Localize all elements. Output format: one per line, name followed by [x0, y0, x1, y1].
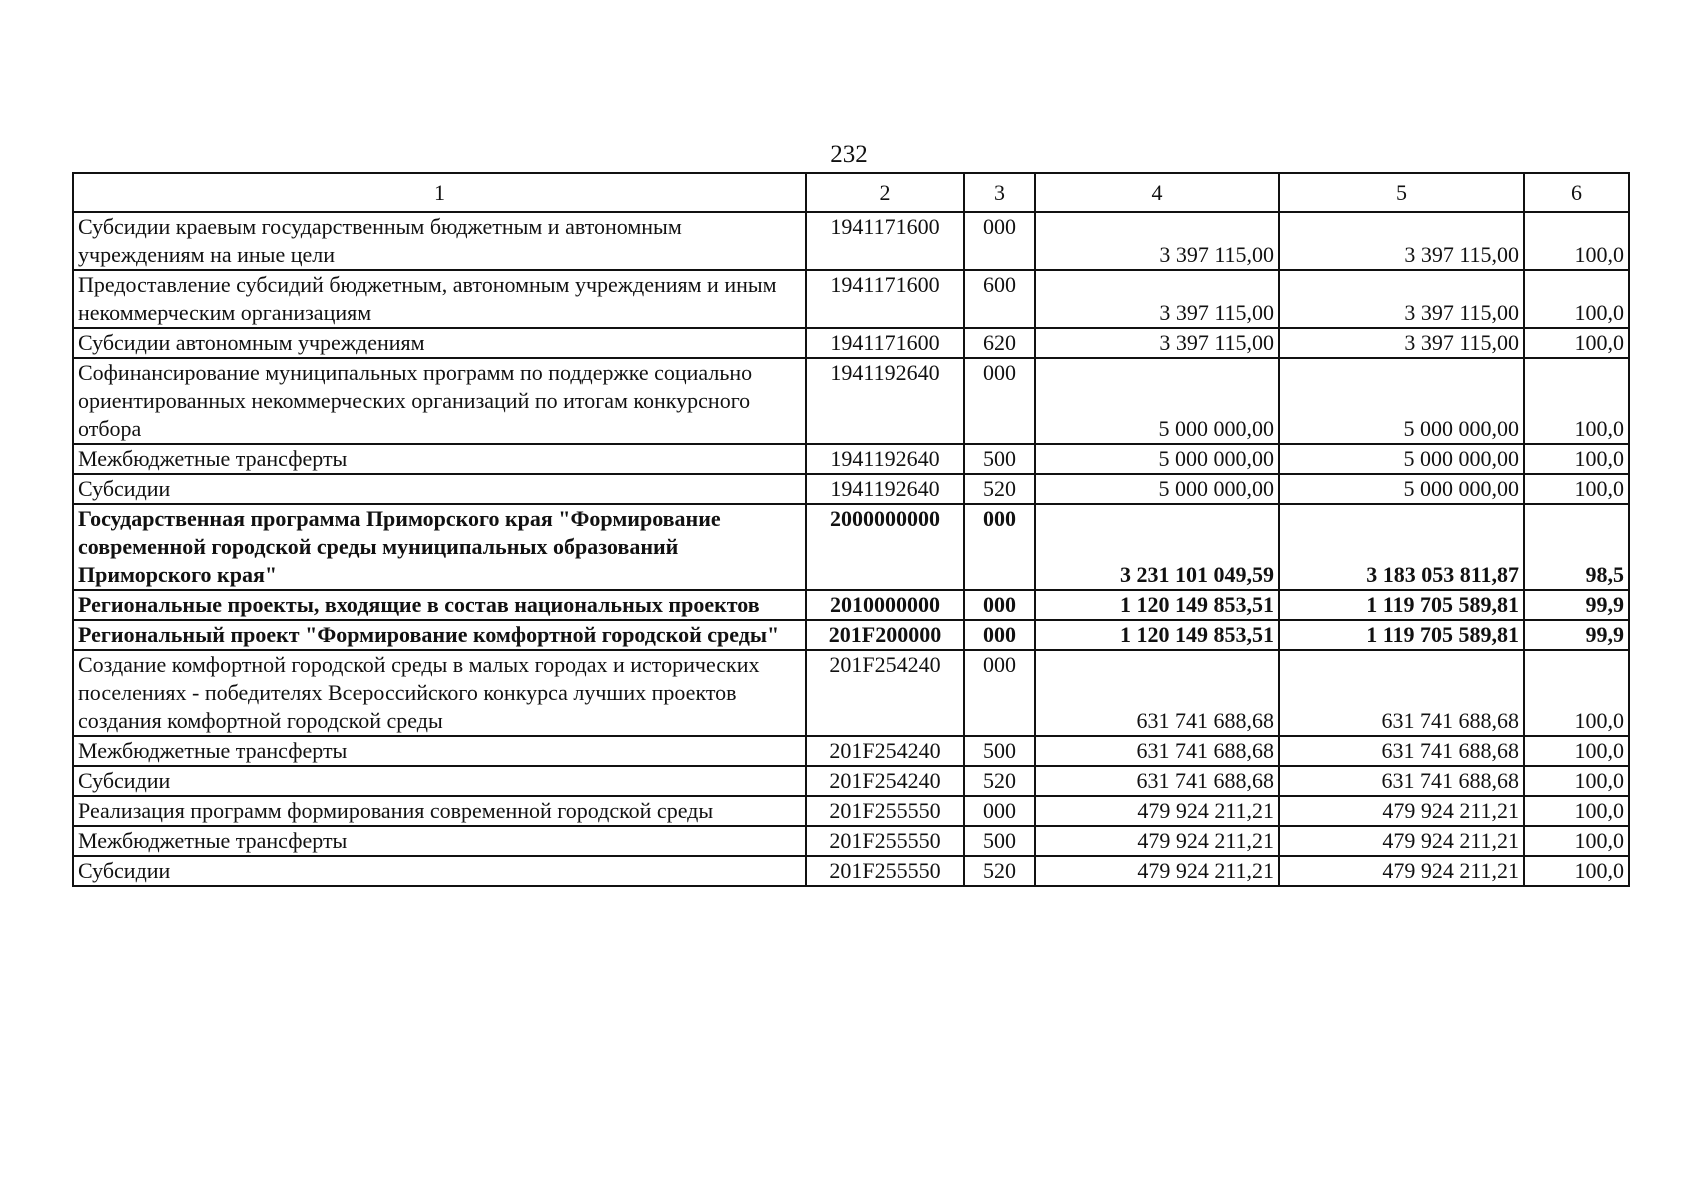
row-name-cell: Государственная программа Приморского края "Формирование современной городской среды муниципальных образований Приморского края": [73, 504, 806, 590]
row-percent-cell: 100,0: [1524, 650, 1629, 736]
row-name-cell: Субсидии: [73, 474, 806, 504]
row-name-cell: Субсидии: [73, 856, 806, 886]
row-type-cell: 500: [964, 736, 1035, 766]
row-type-cell: 000: [964, 650, 1035, 736]
row-fact-cell: 631 741 688,68: [1279, 766, 1524, 796]
column-header-6: 6: [1524, 173, 1629, 212]
row-plan-cell: 631 741 688,68: [1035, 766, 1279, 796]
row-type-cell: 000: [964, 212, 1035, 270]
row-percent-cell: 100,0: [1524, 856, 1629, 886]
table-row: [73, 328, 1629, 358]
row-percent-cell: 100,0: [1524, 796, 1629, 826]
row-code-cell: 201F200000: [806, 620, 964, 650]
row-fact-cell: 1 119 705 589,81: [1279, 590, 1524, 620]
table-row: [73, 444, 1629, 474]
row-code-cell: 1941171600: [806, 270, 964, 328]
row-name-cell: Реализация программ формирования современной городской среды: [73, 796, 806, 826]
row-type-cell: 000: [964, 504, 1035, 590]
row-code-cell: 201F254240: [806, 650, 964, 736]
table-body: [73, 173, 1629, 886]
row-type-cell: 520: [964, 766, 1035, 796]
row-fact-cell: 479 924 211,21: [1279, 796, 1524, 826]
row-fact-cell: 479 924 211,21: [1279, 856, 1524, 886]
row-name-cell: Региональный проект "Формирование комфортной городской среды": [73, 620, 806, 650]
row-plan-cell: 3 231 101 049,59: [1035, 504, 1279, 590]
row-plan-cell: 3 397 115,00: [1035, 270, 1279, 328]
table-row: [73, 856, 1629, 886]
row-plan-cell: 3 397 115,00: [1035, 328, 1279, 358]
table-row: [73, 826, 1629, 856]
row-percent-cell: 100,0: [1524, 444, 1629, 474]
row-fact-cell: 5 000 000,00: [1279, 474, 1524, 504]
row-fact-cell: 3 397 115,00: [1279, 328, 1524, 358]
table-row: [73, 650, 1629, 736]
row-percent-cell: 100,0: [1524, 212, 1629, 270]
row-percent-cell: 99,9: [1524, 620, 1629, 650]
page-number: 232: [830, 141, 868, 168]
row-type-cell: 600: [964, 270, 1035, 328]
row-name-cell: Межбюджетные трансферты: [73, 444, 806, 474]
row-plan-cell: 5 000 000,00: [1035, 358, 1279, 444]
row-name-cell: Межбюджетные трансферты: [73, 736, 806, 766]
budget-table: [72, 172, 1630, 887]
table-row: [73, 270, 1629, 328]
row-plan-cell: 1 120 149 853,51: [1035, 590, 1279, 620]
table-row: [73, 590, 1629, 620]
table-row: [73, 474, 1629, 504]
row-plan-cell: 5 000 000,00: [1035, 444, 1279, 474]
row-code-cell: 201F254240: [806, 766, 964, 796]
row-percent-cell: 100,0: [1524, 270, 1629, 328]
table-row: [73, 766, 1629, 796]
row-type-cell: 520: [964, 856, 1035, 886]
row-code-cell: 1941192640: [806, 474, 964, 504]
row-fact-cell: 631 741 688,68: [1279, 736, 1524, 766]
row-type-cell: 500: [964, 444, 1035, 474]
row-percent-cell: 98,5: [1524, 504, 1629, 590]
table-row: [73, 358, 1629, 444]
row-plan-cell: 479 924 211,21: [1035, 796, 1279, 826]
row-percent-cell: 100,0: [1524, 826, 1629, 856]
row-plan-cell: 479 924 211,21: [1035, 826, 1279, 856]
row-code-cell: 201F255550: [806, 826, 964, 856]
row-code-cell: 201F255550: [806, 796, 964, 826]
row-name-cell: Предоставление субсидий бюджетным, автономным учреждениям и иным некоммерческим организациям: [73, 270, 806, 328]
row-name-cell: Региональные проекты, входящие в состав национальных проектов: [73, 590, 806, 620]
column-header-1: 1: [73, 173, 806, 212]
row-type-cell: 000: [964, 590, 1035, 620]
row-code-cell: 201F254240: [806, 736, 964, 766]
column-header-5: 5: [1279, 173, 1524, 212]
row-percent-cell: 100,0: [1524, 358, 1629, 444]
table-row: [73, 212, 1629, 270]
row-type-cell: 000: [964, 358, 1035, 444]
row-type-cell: 000: [964, 620, 1035, 650]
row-fact-cell: 3 397 115,00: [1279, 270, 1524, 328]
row-name-cell: Субсидии: [73, 766, 806, 796]
table-row: [73, 504, 1629, 590]
row-plan-cell: 631 741 688,68: [1035, 650, 1279, 736]
column-header-4: 4: [1035, 173, 1279, 212]
row-fact-cell: 479 924 211,21: [1279, 826, 1524, 856]
row-name-cell: Субсидии краевым государственным бюджетным и автономным учреждениям на иные цели: [73, 212, 806, 270]
row-plan-cell: 1 120 149 853,51: [1035, 620, 1279, 650]
table-row: [73, 796, 1629, 826]
table-row: [73, 736, 1629, 766]
row-fact-cell: 3 183 053 811,87: [1279, 504, 1524, 590]
row-type-cell: 000: [964, 796, 1035, 826]
row-type-cell: 500: [964, 826, 1035, 856]
row-percent-cell: 100,0: [1524, 474, 1629, 504]
row-percent-cell: 100,0: [1524, 328, 1629, 358]
row-plan-cell: 3 397 115,00: [1035, 212, 1279, 270]
row-percent-cell: 99,9: [1524, 590, 1629, 620]
column-number-row: [73, 173, 1629, 212]
row-plan-cell: 631 741 688,68: [1035, 736, 1279, 766]
row-code-cell: 2000000000: [806, 504, 964, 590]
row-code-cell: 1941171600: [806, 328, 964, 358]
row-type-cell: 620: [964, 328, 1035, 358]
row-code-cell: 201F255550: [806, 856, 964, 886]
row-code-cell: 1941171600: [806, 212, 964, 270]
row-code-cell: 2010000000: [806, 590, 964, 620]
column-header-3: 3: [964, 173, 1035, 212]
row-plan-cell: 5 000 000,00: [1035, 474, 1279, 504]
row-fact-cell: 5 000 000,00: [1279, 358, 1524, 444]
row-fact-cell: 5 000 000,00: [1279, 444, 1524, 474]
row-fact-cell: 3 397 115,00: [1279, 212, 1524, 270]
row-code-cell: 1941192640: [806, 358, 964, 444]
row-percent-cell: 100,0: [1524, 736, 1629, 766]
row-fact-cell: 1 119 705 589,81: [1279, 620, 1524, 650]
row-name-cell: Межбюджетные трансферты: [73, 826, 806, 856]
row-plan-cell: 479 924 211,21: [1035, 856, 1279, 886]
row-code-cell: 1941192640: [806, 444, 964, 474]
row-percent-cell: 100,0: [1524, 766, 1629, 796]
row-name-cell: Создание комфортной городской среды в малых городах и исторических поселениях - победителях Всероссийского конкурса лучших проектов создания комфортной городской среды: [73, 650, 806, 736]
table-row: [73, 620, 1629, 650]
row-type-cell: 520: [964, 474, 1035, 504]
row-name-cell: Субсидии автономным учреждениям: [73, 328, 806, 358]
row-fact-cell: 631 741 688,68: [1279, 650, 1524, 736]
column-header-2: 2: [806, 173, 964, 212]
row-name-cell: Софинансирование муниципальных программ по поддержке социально ориентированных некоммерческих организаций по итогам конкурсного отбора: [73, 358, 806, 444]
